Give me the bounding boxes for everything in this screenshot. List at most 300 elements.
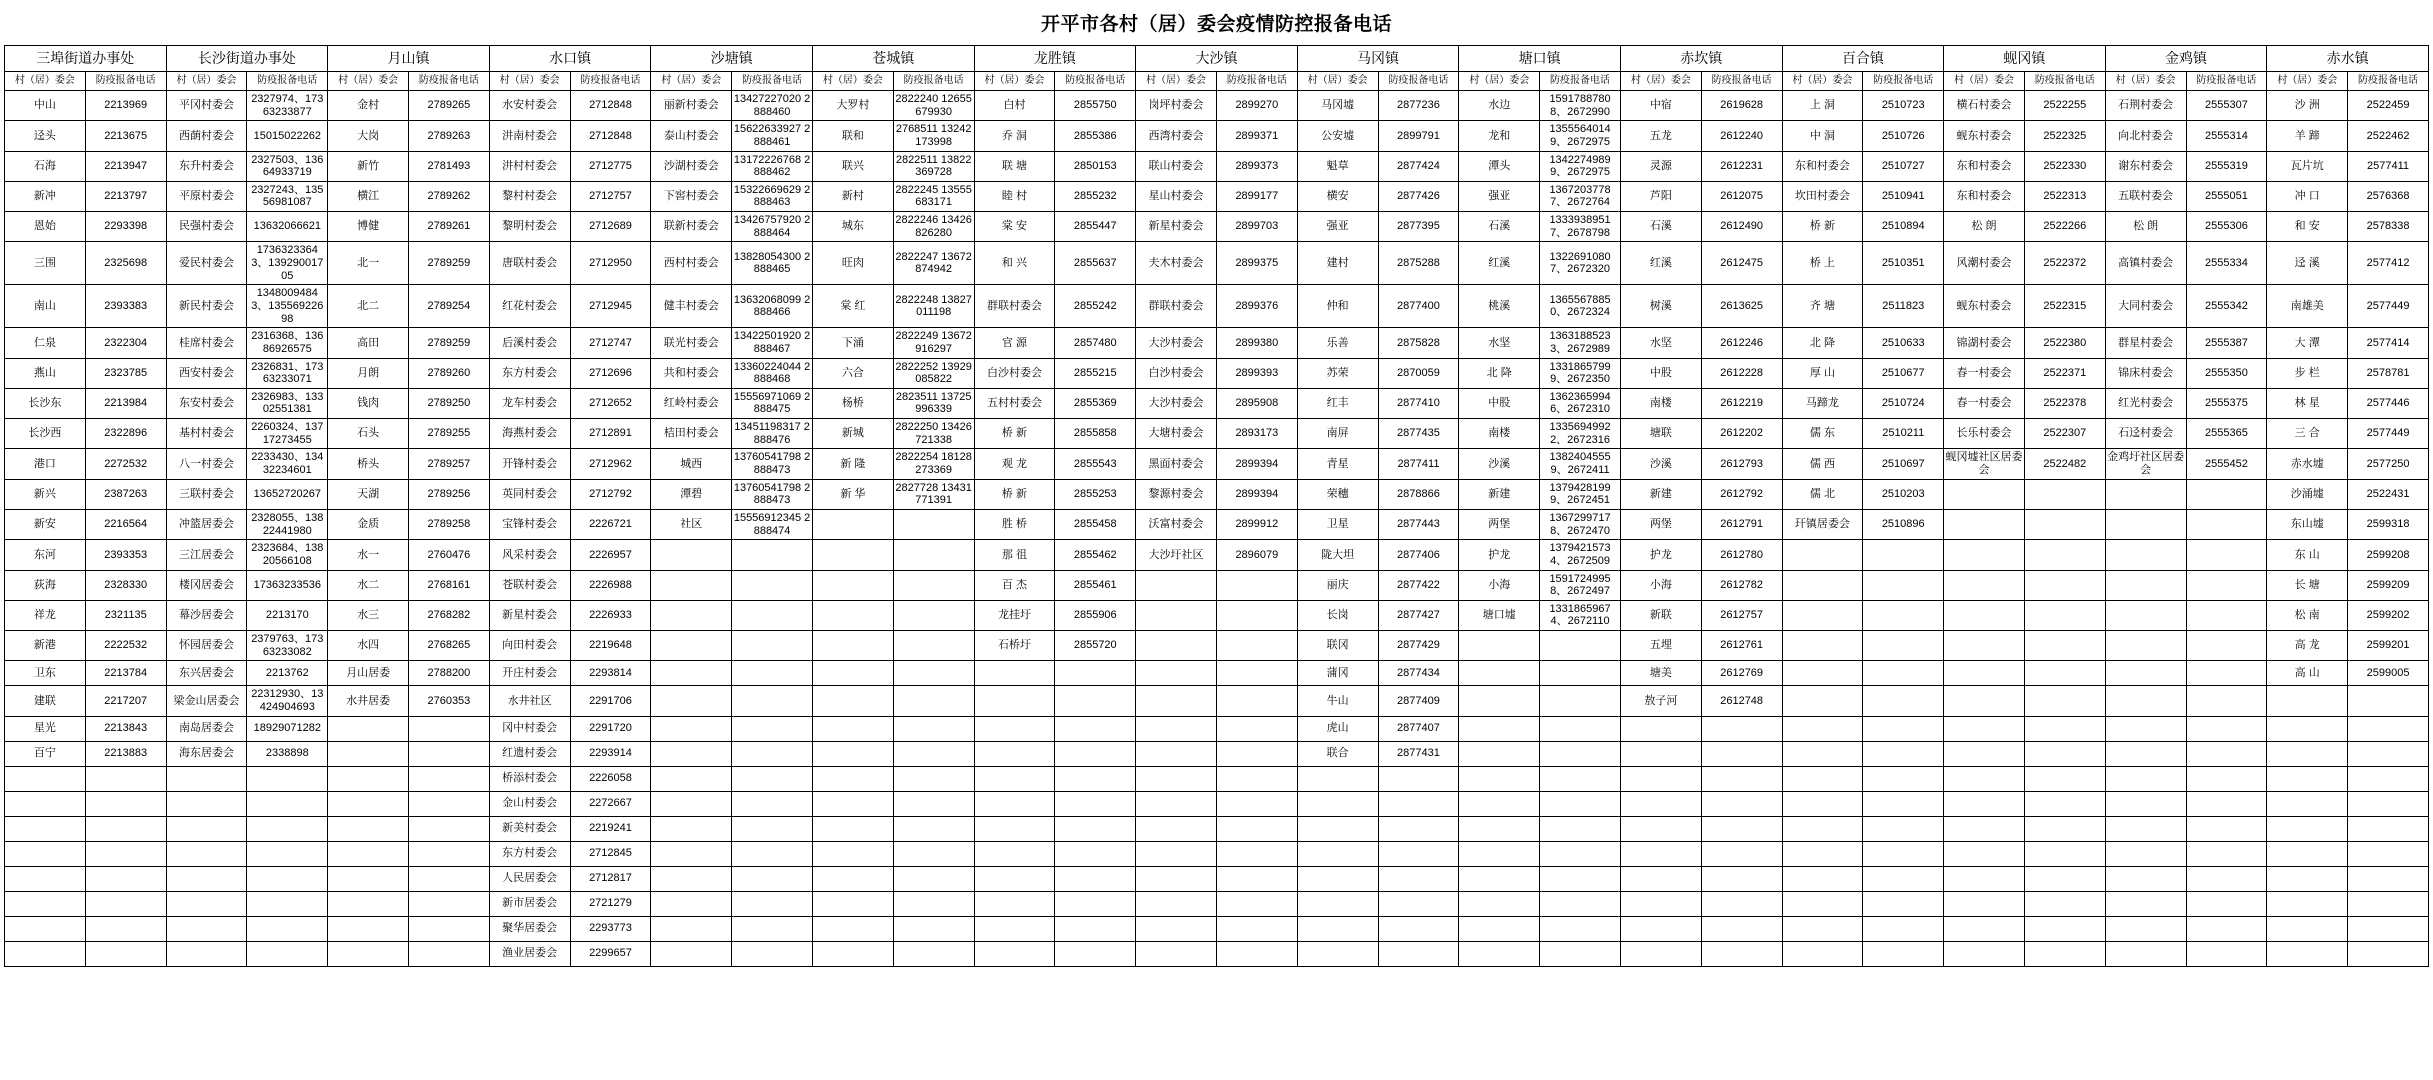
empty-cell [85, 941, 166, 966]
committee-phone: 2393353 [85, 540, 166, 570]
committee-name: 爱民村委会 [166, 242, 247, 285]
committee-phone: 2325698 [85, 242, 166, 285]
empty-cell [2267, 716, 2348, 741]
committee-phone: 2577414 [2348, 328, 2429, 358]
empty-cell [732, 600, 813, 630]
empty-cell [732, 741, 813, 766]
committee-name: 小海 [1620, 570, 1701, 600]
committee-phone: 2712652 [570, 388, 651, 418]
committee-phone: 2510896 [1863, 509, 1944, 539]
empty-cell [1378, 866, 1459, 891]
column-header-committee: 村（居）委会 [812, 72, 893, 91]
empty-cell [1944, 716, 2025, 741]
committee-name: 两堡 [1620, 509, 1701, 539]
committee-phone: 2712747 [570, 328, 651, 358]
committee-phone: 2577412 [2348, 242, 2429, 285]
empty-cell [2348, 891, 2429, 916]
committee-name: 桂席村委会 [166, 328, 247, 358]
committee-name: 新村 [812, 181, 893, 211]
committee-name: 长乐村委会 [1944, 419, 2025, 449]
committee-phone: 2555350 [2186, 358, 2267, 388]
empty-cell [2105, 841, 2186, 866]
empty-cell [2105, 866, 2186, 891]
empty-cell [1782, 716, 1863, 741]
column-header-phone: 防疫报备电话 [732, 72, 813, 91]
empty-cell [974, 941, 1055, 966]
committee-phone: 2555452 [2186, 449, 2267, 479]
committee-name: 高 山 [2267, 661, 2348, 686]
empty-cell [1459, 661, 1540, 686]
empty-cell [2186, 916, 2267, 941]
empty-cell [651, 540, 732, 570]
column-header-committee: 村（居）委会 [489, 72, 570, 91]
empty-cell [2186, 741, 2267, 766]
committee-name: 红光村委会 [2105, 388, 2186, 418]
committee-name: 那 徂 [974, 540, 1055, 570]
committee-name: 长岗 [1297, 600, 1378, 630]
committee-phone: 2293773 [570, 916, 651, 941]
committee-name: 旺肉 [812, 242, 893, 285]
committee-name: 石溪 [1459, 212, 1540, 242]
committee-name: 恩始 [5, 212, 86, 242]
empty-cell [2348, 686, 2429, 716]
empty-cell [247, 916, 328, 941]
empty-cell [166, 941, 247, 966]
committee-name: 大 潭 [2267, 328, 2348, 358]
committee-name: 西安村委会 [166, 358, 247, 388]
committee-phone: 2379763、17363233082 [247, 631, 328, 661]
committee-phone: 2760353 [408, 686, 489, 716]
committee-phone: 2577250 [2348, 449, 2429, 479]
committee-phone: 2323684、13820566108 [247, 540, 328, 570]
committee-name: 星山村委会 [1136, 181, 1217, 211]
committee-phone: 2522330 [2024, 151, 2105, 181]
committee-phone: 13339389517、2678798 [1540, 212, 1621, 242]
committee-phone: 2712848 [570, 91, 651, 121]
committee-name: 星光 [5, 716, 86, 741]
committee-phone: 2899371 [1216, 121, 1297, 151]
committee-name: 夫木村委会 [1136, 242, 1217, 285]
empty-cell [328, 716, 409, 741]
empty-cell [2105, 716, 2186, 741]
committee-phone: 2899791 [1378, 121, 1459, 151]
column-header-committee: 村（居）委会 [5, 72, 86, 91]
empty-cell [328, 916, 409, 941]
empty-cell [1863, 791, 1944, 816]
committee-name: 长沙东 [5, 388, 86, 418]
empty-cell [1863, 816, 1944, 841]
empty-cell [2024, 766, 2105, 791]
committee-phone: 2822248 13827011198 [893, 285, 974, 328]
committee-name: 迳头 [5, 121, 86, 151]
empty-cell [1782, 661, 1863, 686]
column-header-committee: 村（居）委会 [2105, 72, 2186, 91]
empty-cell [2024, 916, 2105, 941]
empty-cell [2105, 686, 2186, 716]
empty-cell [1378, 841, 1459, 866]
committee-phone: 2893173 [1216, 419, 1297, 449]
empty-cell [1136, 661, 1217, 686]
empty-cell [1216, 631, 1297, 661]
committee-phone: 2877407 [1378, 716, 1459, 741]
committee-phone: 2899177 [1216, 181, 1297, 211]
empty-cell [812, 540, 893, 570]
committee-phone: 2599209 [2348, 570, 2429, 600]
committee-phone: 13794281999、2672451 [1540, 479, 1621, 509]
committee-name: 冲篮居委会 [166, 509, 247, 539]
empty-cell [651, 816, 732, 841]
district-header-row [5, 46, 2429, 72]
committee-phone: 2510697 [1863, 449, 1944, 479]
empty-cell [893, 600, 974, 630]
empty-cell [1944, 766, 2025, 791]
empty-cell [1540, 661, 1621, 686]
committee-phone: 2322304 [85, 328, 166, 358]
committee-phone: 2612757 [1701, 600, 1782, 630]
committee-phone: 2712817 [570, 866, 651, 891]
committee-name: 荣穗 [1297, 479, 1378, 509]
committee-phone: 2789263 [408, 121, 489, 151]
empty-cell [1459, 941, 1540, 966]
committee-phone: 2219648 [570, 631, 651, 661]
committee-phone: 2612475 [1701, 242, 1782, 285]
committee-phone: 2789259 [408, 328, 489, 358]
committee-name: 横安 [1297, 181, 1378, 211]
phone-directory-table [4, 45, 2429, 967]
empty-cell [1944, 891, 2025, 916]
committee-phone: 2855543 [1055, 449, 1136, 479]
empty-cell [1782, 600, 1863, 630]
committee-phone: 2291706 [570, 686, 651, 716]
committee-name: 石溪 [1620, 212, 1701, 242]
empty-cell [1782, 686, 1863, 716]
empty-cell [85, 891, 166, 916]
empty-cell [2105, 891, 2186, 916]
empty-cell [2024, 570, 2105, 600]
empty-cell [812, 716, 893, 741]
committee-name: 汫村村委会 [489, 151, 570, 181]
table-row [5, 661, 2429, 686]
committee-name: 水二 [328, 570, 409, 600]
empty-cell [1216, 661, 1297, 686]
district-name: 赤坎镇 [1620, 46, 1782, 72]
empty-cell [651, 841, 732, 866]
empty-cell [1701, 866, 1782, 891]
committee-phone: 2327503、13664933719 [247, 151, 328, 181]
empty-cell [1216, 741, 1297, 766]
committee-name: 杨桥 [812, 388, 893, 418]
table-row [5, 242, 2429, 285]
empty-cell [651, 631, 732, 661]
empty-cell [1378, 791, 1459, 816]
committee-name: 冲 口 [2267, 181, 2348, 211]
committee-phone: 2877424 [1378, 151, 1459, 181]
empty-cell [1297, 891, 1378, 916]
committee-name: 儒 西 [1782, 449, 1863, 479]
empty-cell [1540, 841, 1621, 866]
committee-name: 水安村委会 [489, 91, 570, 121]
committee-name: 林 星 [2267, 388, 2348, 418]
empty-cell [1701, 766, 1782, 791]
committee-name: 新建 [1459, 479, 1540, 509]
committee-phone: 17363233536 [247, 570, 328, 600]
committee-name: 护龙 [1459, 540, 1540, 570]
committee-name: 羊 蹄 [2267, 121, 2348, 151]
committee-phone: 2899376 [1216, 285, 1297, 328]
empty-cell [1216, 766, 1297, 791]
committee-name: 敖子河 [1620, 686, 1701, 716]
empty-cell [2024, 741, 2105, 766]
empty-cell [328, 791, 409, 816]
committee-phone: 2899270 [1216, 91, 1297, 121]
committee-name: 棠 红 [812, 285, 893, 328]
empty-cell [1944, 816, 2025, 841]
committee-phone: 2712945 [570, 285, 651, 328]
committee-name: 高镇村委会 [2105, 242, 2186, 285]
committee-name: 长沙西 [5, 419, 86, 449]
district-name: 赤水镇 [2267, 46, 2429, 72]
empty-cell [1136, 791, 1217, 816]
committee-name: 东升村委会 [166, 151, 247, 181]
committee-name: 黑面村委会 [1136, 449, 1217, 479]
empty-cell [2186, 631, 2267, 661]
empty-cell [1216, 600, 1297, 630]
empty-cell [1620, 766, 1701, 791]
empty-cell [166, 866, 247, 891]
district-name: 长沙街道办事处 [166, 46, 328, 72]
committee-name: 和 兴 [974, 242, 1055, 285]
empty-cell [2267, 891, 2348, 916]
empty-cell [1944, 479, 2025, 509]
empty-cell [328, 941, 409, 966]
committee-name: 祥龙 [5, 600, 86, 630]
committee-name: 联新村委会 [651, 212, 732, 242]
committee-name: 八一村委会 [166, 449, 247, 479]
committee-phone: 2822250 13426721338 [893, 419, 974, 449]
committee-phone: 2555387 [2186, 328, 2267, 358]
committee-phone: 2877431 [1378, 741, 1459, 766]
committee-phone: 2619628 [1701, 91, 1782, 121]
empty-cell [5, 916, 86, 941]
committee-name: 观 龙 [974, 449, 1055, 479]
committee-phone: 2822511 13822369728 [893, 151, 974, 181]
empty-cell [2024, 841, 2105, 866]
committee-phone: 13672037787、2672764 [1540, 181, 1621, 211]
column-header-committee: 村（居）委会 [166, 72, 247, 91]
committee-name: 怀园居委会 [166, 631, 247, 661]
empty-cell [408, 816, 489, 841]
empty-cell [328, 841, 409, 866]
committee-phone: 2899375 [1216, 242, 1297, 285]
empty-cell [2348, 816, 2429, 841]
empty-cell [812, 600, 893, 630]
committee-phone: 2789258 [408, 509, 489, 539]
empty-cell [1055, 766, 1136, 791]
committee-name: 建联 [5, 686, 86, 716]
committee-phone: 2768511 13242173998 [893, 121, 974, 151]
committee-name: 月朗 [328, 358, 409, 388]
district-name: 金鸡镇 [2105, 46, 2267, 72]
committee-phone: 2522371 [2024, 358, 2105, 388]
empty-cell [1944, 540, 2025, 570]
table-row [5, 388, 2429, 418]
column-header-committee: 村（居）委会 [1297, 72, 1378, 91]
committee-name: 东和村委会 [1782, 151, 1863, 181]
column-header-phone: 防疫报备电话 [570, 72, 651, 91]
empty-cell [1863, 941, 1944, 966]
column-header-phone: 防疫报备电话 [1540, 72, 1621, 91]
empty-cell [1782, 941, 1863, 966]
empty-cell [1782, 916, 1863, 941]
column-header-phone: 防疫报备电话 [1863, 72, 1944, 91]
committee-phone: 2522431 [2348, 479, 2429, 509]
empty-cell [2105, 600, 2186, 630]
committee-name: 公安墟 [1297, 121, 1378, 151]
committee-phone: 13422749899、2672975 [1540, 151, 1621, 181]
committee-phone: 2789262 [408, 181, 489, 211]
committee-name: 新 隆 [812, 449, 893, 479]
empty-cell [1540, 716, 1621, 741]
committee-name: 桥 新 [974, 419, 1055, 449]
empty-cell [2024, 941, 2105, 966]
district-name: 三埠街道办事处 [5, 46, 167, 72]
empty-cell [5, 766, 86, 791]
empty-cell [1863, 661, 1944, 686]
committee-name: 小海 [1459, 570, 1540, 600]
empty-cell [1944, 631, 2025, 661]
committee-phone: 2555051 [2186, 181, 2267, 211]
committee-phone: 2213797 [85, 181, 166, 211]
empty-cell [1782, 631, 1863, 661]
empty-cell [974, 686, 1055, 716]
committee-phone: 2260324、13717273455 [247, 419, 328, 449]
committee-phone: 2875288 [1378, 242, 1459, 285]
empty-cell [1782, 791, 1863, 816]
table-row [5, 816, 2429, 841]
empty-cell [812, 841, 893, 866]
committee-name: 港口 [5, 449, 86, 479]
empty-cell [974, 916, 1055, 941]
committee-name: 联兴 [812, 151, 893, 181]
empty-cell [651, 741, 732, 766]
empty-cell [1055, 791, 1136, 816]
committee-name: 金山村委会 [489, 791, 570, 816]
empty-cell [1782, 841, 1863, 866]
empty-cell [408, 791, 489, 816]
empty-cell [1944, 509, 2025, 539]
table-row [5, 449, 2429, 479]
empty-cell [5, 866, 86, 891]
table-row [5, 285, 2429, 328]
committee-name: 厚 山 [1782, 358, 1863, 388]
committee-name: 沙涌墟 [2267, 479, 2348, 509]
committee-name: 东 山 [2267, 540, 2348, 570]
committee-name: 赤水墟 [2267, 449, 2348, 479]
committee-phone: 2822254 18128273369 [893, 449, 974, 479]
committee-name: 北一 [328, 242, 409, 285]
empty-cell [2024, 631, 2105, 661]
empty-cell [1055, 841, 1136, 866]
committee-name: 东方村委会 [489, 358, 570, 388]
empty-cell [166, 891, 247, 916]
committee-phone: 2213784 [85, 661, 166, 686]
empty-cell [85, 791, 166, 816]
committee-phone: 2895908 [1216, 388, 1297, 418]
empty-cell [1863, 766, 1944, 791]
empty-cell [651, 600, 732, 630]
committee-phone: 2291720 [570, 716, 651, 741]
committee-name: 芦阳 [1620, 181, 1701, 211]
empty-cell [1863, 891, 1944, 916]
empty-cell [1701, 816, 1782, 841]
committee-name: 魁草 [1297, 151, 1378, 181]
committee-phone: 2510211 [1863, 419, 1944, 449]
committee-name: 共和村委会 [651, 358, 732, 388]
committee-phone: 13427227020 2888460 [732, 91, 813, 121]
committee-name: 健丰村委会 [651, 285, 732, 328]
empty-cell [2267, 841, 2348, 866]
committee-phone: 13631885233、2672989 [1540, 328, 1621, 358]
committee-name: 南山 [5, 285, 86, 328]
empty-cell [732, 661, 813, 686]
committee-name: 开锋村委会 [489, 449, 570, 479]
committee-phone: 13318659674、2672110 [1540, 600, 1621, 630]
empty-cell [1378, 941, 1459, 966]
committee-name: 黎村村委会 [489, 181, 570, 211]
committee-name: 白村 [974, 91, 1055, 121]
empty-cell [1459, 816, 1540, 841]
committee-phone: 2272532 [85, 449, 166, 479]
empty-cell [812, 866, 893, 891]
committee-phone: 2510727 [1863, 151, 1944, 181]
committee-phone: 2878866 [1378, 479, 1459, 509]
column-header-phone: 防疫报备电话 [1216, 72, 1297, 91]
page-title: 开平市各村（居）委会疫情防控报备电话 [1040, 14, 1392, 35]
empty-cell [2348, 916, 2429, 941]
district-name: 月山镇 [328, 46, 490, 72]
column-header-committee: 村（居）委会 [328, 72, 409, 91]
committee-phone: 2555307 [2186, 91, 2267, 121]
empty-cell [2186, 661, 2267, 686]
empty-cell [974, 741, 1055, 766]
empty-cell [2186, 479, 2267, 509]
committee-name: 红溪 [1459, 242, 1540, 285]
table-row [5, 509, 2429, 539]
empty-cell [2186, 509, 2267, 539]
empty-cell [812, 686, 893, 716]
committee-phone: 13555640149、2672975 [1540, 121, 1621, 151]
committee-name: 风采村委会 [489, 540, 570, 570]
empty-cell [1055, 866, 1136, 891]
committee-name: 渔业居委会 [489, 941, 570, 966]
committee-phone: 2599202 [2348, 600, 2429, 630]
empty-cell [974, 766, 1055, 791]
empty-cell [1378, 916, 1459, 941]
committee-phone: 2612791 [1701, 509, 1782, 539]
committee-name: 陇大坦 [1297, 540, 1378, 570]
empty-cell [85, 766, 166, 791]
committee-name: 新星村委会 [1136, 212, 1217, 242]
empty-cell [893, 661, 974, 686]
empty-cell [328, 866, 409, 891]
committee-phone: 2899394 [1216, 449, 1297, 479]
empty-cell [1459, 916, 1540, 941]
committee-name: 燕山 [5, 358, 86, 388]
empty-cell [1136, 816, 1217, 841]
committee-phone: 2875828 [1378, 328, 1459, 358]
committee-name: 大沙村委会 [1136, 328, 1217, 358]
empty-cell [85, 916, 166, 941]
